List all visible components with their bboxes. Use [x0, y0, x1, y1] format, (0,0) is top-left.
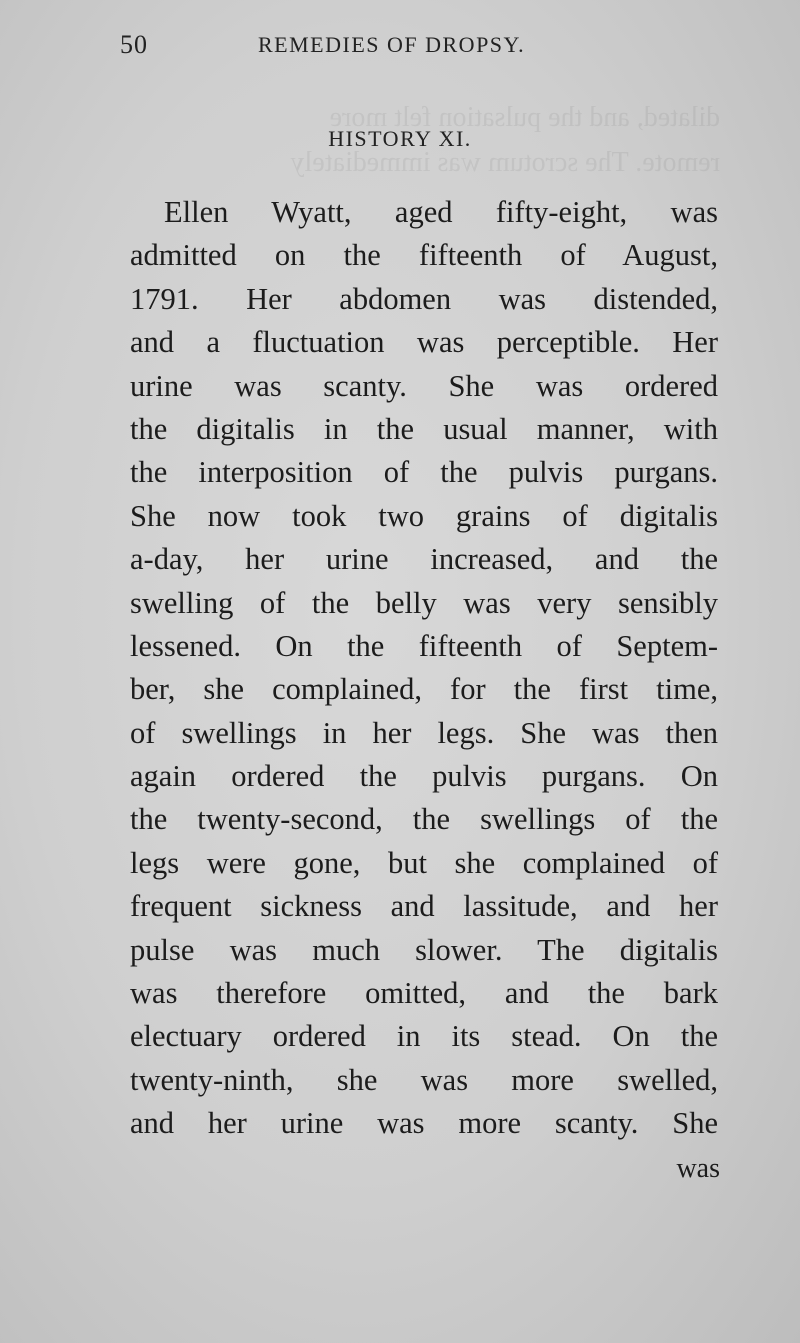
text-line: was therefore omitted, and the bark	[130, 976, 718, 1011]
text-line: urine was scanty. She was ordered	[130, 368, 718, 403]
catchword: was	[676, 1153, 720, 1184]
text-line: pulse was much slower. The digitalis	[130, 932, 718, 967]
text-line: ber, she complained, for the first time,	[130, 672, 718, 707]
text-line: swelling of the belly was very sensibly	[130, 585, 718, 620]
page-number: 50	[120, 30, 148, 59]
running-title: REMEDIES OF DROPSY.	[258, 32, 526, 57]
text-line: of swellings in her legs. She was then	[130, 715, 718, 750]
text-line: the digitalis in the usual manner, with	[130, 411, 718, 446]
body-text	[130, 191, 718, 1146]
text-line: and a fluctuation was perceptible. Her	[130, 325, 718, 360]
text-line: the interposition of the pulvis purgans.	[130, 455, 718, 490]
text-line: and her urine was more scanty. She	[130, 1106, 718, 1141]
text-line: frequent sickness and lassitude, and her	[130, 889, 718, 924]
text-line: electuary ordered in its stead. On the	[130, 1019, 718, 1054]
text-line: the twenty-second, the swellings of the	[130, 802, 718, 837]
text-line: admitted on the fifteenth of August,	[130, 238, 718, 273]
text-line: She now took two grains of digitalis	[130, 498, 718, 533]
text-line: a-day, her urine increased, and the	[130, 542, 718, 577]
text-line: lessened. On the fifteenth of Septem-	[130, 628, 718, 663]
text-line: Ellen Wyatt, aged fifty-eight, was	[164, 195, 718, 229]
text-line: 1791. Her abdomen was distended,	[130, 281, 718, 316]
text-line: twenty-ninth, she was more swelled,	[130, 1062, 718, 1097]
text-line: legs were gone, but she complained of	[130, 845, 718, 880]
running-head	[120, 30, 720, 70]
section-heading: HISTORY XI.	[328, 126, 472, 151]
show-through-texture: dilated, and the pulsation felt more remote. The scrotum was immediately	[290, 102, 720, 178]
text-line: again ordered the pulvis purgans. On	[130, 759, 718, 794]
